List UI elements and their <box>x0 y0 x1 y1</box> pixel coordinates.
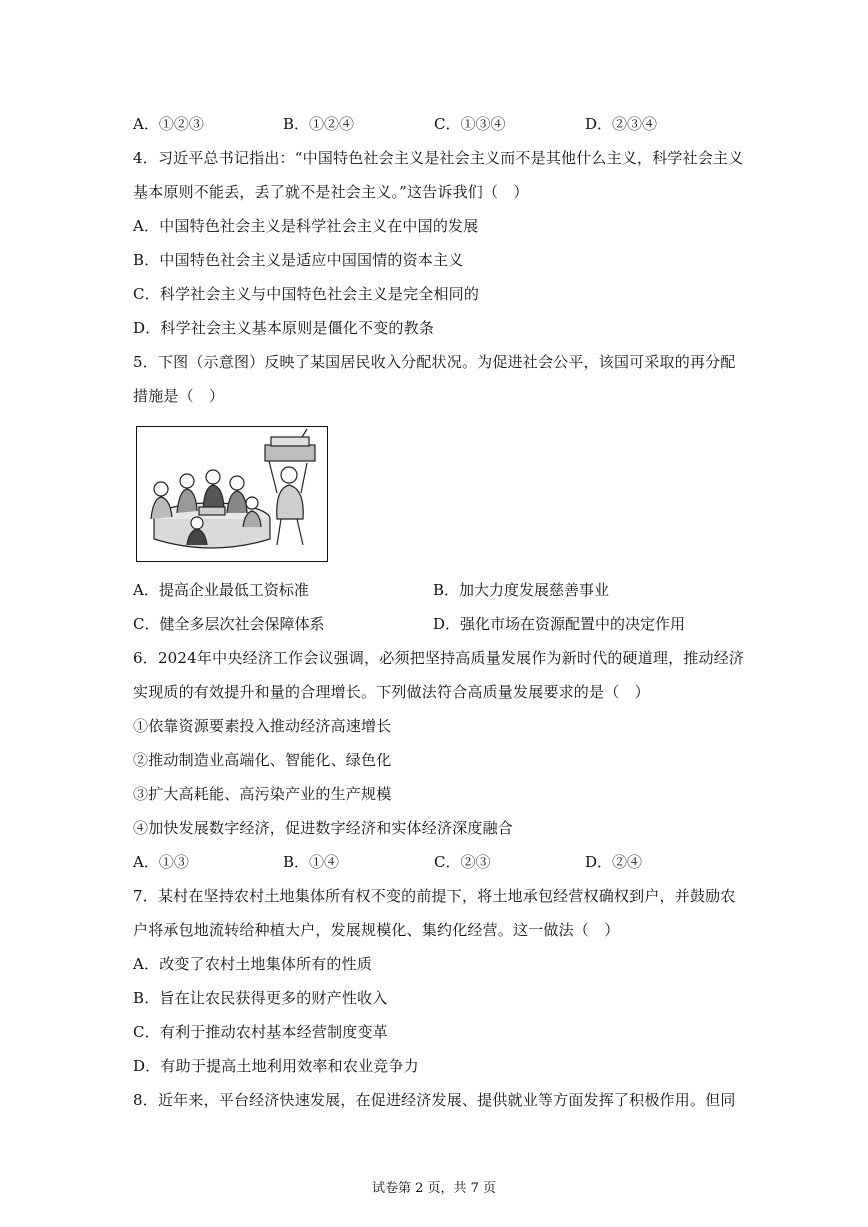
q6-option-a: A．①③ <box>133 853 189 871</box>
q5-option-d: D．强化市场在资源配置中的决定作用 <box>433 615 686 633</box>
q6-stem-line2: 实现质的有效提升和量的合理增长。下列做法符合高质量发展要求的是（ ） <box>133 683 650 701</box>
q6-item-1: ①依靠资源要素投入推动经济高速增长 <box>133 717 392 735</box>
q4-option-d: D．科学社会主义基本原则是僵化不变的教条 <box>133 319 435 337</box>
q3-option-a: A．①②③ <box>133 115 204 133</box>
q4-option-b: B．中国特色社会主义是适应中国国情的资本主义 <box>133 251 464 269</box>
q6-option-b: B．①④ <box>283 853 340 871</box>
q7-stem-line1: 7．某村在坚持农村土地集体所有权不变的前提下，将土地承包经营权确权到户，并鼓励农 <box>133 887 736 905</box>
q3-option-b: B．①②④ <box>283 115 355 133</box>
q6-option-d: D．②④ <box>585 853 643 871</box>
q5-option-b: B．加大力度发展慈善事业 <box>433 581 610 599</box>
q6-item-2: ②推动制造业高端化、智能化、绿色化 <box>133 751 392 769</box>
q4-option-c: C．科学社会主义与中国特色社会主义是完全相同的 <box>133 285 480 303</box>
q4-stem-line2: 基本原则不能丢，丢了就不是社会主义。”这告诉我们（ ） <box>133 183 529 201</box>
q6-option-c: C．②③ <box>434 853 491 871</box>
q4-option-a: A．中国特色社会主义是科学社会主义在中国的发展 <box>133 217 479 235</box>
q7-option-b: B．旨在让农民获得更多的财产性收入 <box>133 989 388 1007</box>
cartoon-illustration <box>137 427 327 561</box>
income-distribution-cartoon <box>136 426 328 562</box>
page-footer: 试卷第 2 页，共 7 页 <box>371 1181 497 1196</box>
q6-item-4: ④加快发展数字经济，促进数字经济和实体经济深度融合 <box>133 819 514 837</box>
q5-stem-line2: 措施是（ ） <box>133 387 225 405</box>
q8-stem-line1: 8．近年来，平台经济快速发展，在促进经济发展、提供就业等方面发挥了积极作用。但同 <box>133 1091 736 1109</box>
q5-option-a: A．提高企业最低工资标准 <box>133 581 309 599</box>
q7-stem-line2: 户将承包地流转给种植大户，发展规模化、集约化经营。这一做法（ ） <box>133 921 620 939</box>
q5-option-c: C．健全多层次社会保障体系 <box>133 615 325 633</box>
q3-option-c: C．①③④ <box>434 115 506 133</box>
q6-item-3: ③扩大高耗能、高污染产业的生产规模 <box>133 785 392 803</box>
q5-stem-line1: 5．下图（示意图）反映了某国居民收入分配状况。为促进社会公平，该国可采取的再分配 <box>133 353 736 371</box>
q7-option-a: A．改变了农村土地集体所有的性质 <box>133 955 373 973</box>
q7-option-d: D．有助于提高土地利用效率和农业竞争力 <box>133 1057 419 1075</box>
q4-stem-line1: 4．习近平总书记指出：“中国特色社会主义是社会主义而不是其他什么主义，科学社会主义 <box>133 149 744 167</box>
q7-option-c: C．有利于推动农村基本经营制度变革 <box>133 1023 388 1041</box>
q6-stem-line1: 6．2024年中央经济工作会议强调，必须把坚持高质量发展作为新时代的硬道理，推动经济 <box>133 649 745 667</box>
q3-option-d: D．②③④ <box>585 115 658 133</box>
